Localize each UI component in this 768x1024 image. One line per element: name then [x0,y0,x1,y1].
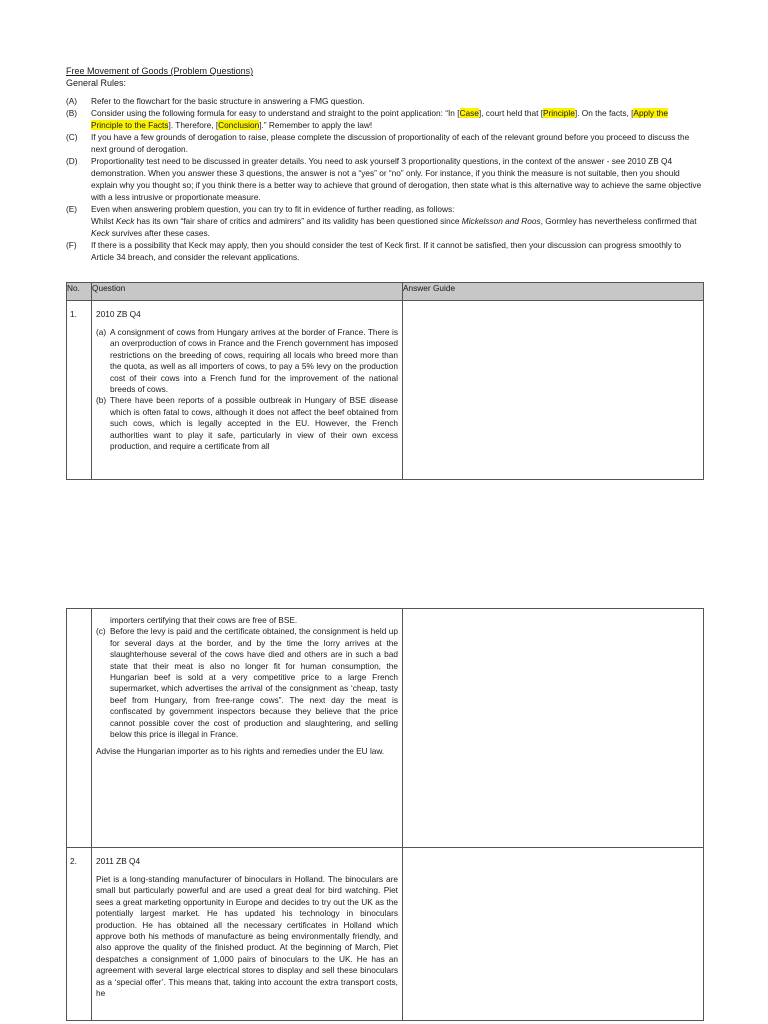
question-cell [92,609,403,848]
part-letter-spacer [96,615,110,626]
rule-text-part: ], court held that [ [478,108,543,118]
rule-text [91,107,702,131]
rule-letter: (F) [66,240,77,250]
question-cell [92,301,403,480]
answer-guide-cell[interactable] [403,301,704,480]
rule-e [66,203,702,239]
page-2 [0,608,768,1024]
rule-e-line-2 [91,215,702,239]
case-name: Keck [115,216,135,226]
rule-text-part: Consider using the following formula for easy to understand and straight to the point application: “In [ [91,108,460,118]
rule-text-part: Whilst [91,216,116,226]
part-letter: (b) [96,395,107,406]
rule-text-part: ]. On the facts, [ [574,108,634,118]
table-header-row [67,283,704,301]
question-part-b-continued [96,615,398,626]
rule-e-line-1: Even when answering problem question, you can try to fit in evidence of further reading, as follows: [91,204,455,214]
rule-a [66,95,702,107]
rule-text [91,203,702,239]
rule-letter: (C) [66,132,78,142]
rule-c [66,131,702,155]
rule-text-part: ]. Therefore, [ [168,120,219,130]
questions-table [66,282,704,480]
highlight-principle: Principle [543,108,575,118]
header-no: No. [67,283,92,301]
rule-f [66,239,702,263]
part-text: importers certifying that their cows are free of BSE. [110,615,298,625]
rule-letter: (E) [66,204,78,214]
header-answer-guide: Answer Guide [403,283,704,301]
table-row [67,609,704,848]
rule-text: If there is a possibility that Keck may apply, then you should consider the test of Keck first. If it cannot be satisfied, then your discussion can progress smoothly to Article 34 breach, and consider the relevant applications. [91,240,682,262]
question-content [96,853,398,1017]
question-advise: Advise the Hungarian importer as to his rights and remedies under the EU law. [96,746,385,757]
part-text: A consignment of cows from Hungary arrives at the border of France. There is an overproduction of cows in France and the French government has imposed restrictions on the breeding of cows, requiring all locals who breed more than the quota, as well as all importers of cows, to pay a 5% levy on the production cost of their cows into a French fund for the improvement of the national breeds of cows. [110,327,398,395]
question-text: Piet is a long-standing manufacturer of binoculars in Holland. The binoculars are small but particularly powerful and are used a great deal for bird watching. Piet sees a great marketing opportunity in Europe and decides to try out the UK as the potentially largest market. He has updated his technology in binoculars production. He has obtained all the necessary certificates in Holland which approve both his methods of manufacture as being environmentally friendly, and also approve the quality of the finished product. At the beginning of March, Piet despatches a consignment of 1,000 pairs of binoculars to the UK. He has an agreement with several large electrical stores to display and sell these binoculars as a ‘special offer’. This means that, taking into account the extra transport costs, he [96,874,398,999]
question-number-empty [67,609,92,848]
document-subtitle: General Rules: [66,78,127,88]
rule-text-part: ].” Remember to apply the law! [259,120,373,130]
answer-guide-cell[interactable] [403,609,704,848]
part-text: Before the levy is paid and the certificate obtained, the consignment is held up for several days at the border, and by the time the lorry arrives at the slaughterhouse several of the cows have died and others are in such a bad state that their meat is also no longer fit for human consumption, the Hungarian beef is sold at a very competitive price to a large French supermarket, which advertises the arrival of the consignment as ‘cheap, tasty beef from Hungary, from free-range cows”. The next day the meat is confiscated by government inspectors because they believe that the price cannot possible cover the cost of production and slaughtering, and selling below this price is illegal in France. [110,626,398,740]
question-content [96,615,398,847]
rule-text-part: has its own “fair share of critics and admirers” and its validity has been questioned since [134,216,462,226]
rule-d [66,155,702,203]
question-year: 2010 ZB Q4 [96,309,141,319]
question-part-b [96,395,398,452]
page-gap [0,490,768,608]
question-part-a [96,327,398,395]
question-number: 2. [67,848,92,1021]
rule-b [66,107,702,131]
question-number: 1. [67,301,92,480]
highlight-case: Case [459,108,479,118]
rule-letter: (D) [66,156,78,166]
document-title: Free Movement of Goods (Problem Questions) [66,66,254,76]
table-row [67,301,704,480]
part-letter: (a) [96,327,107,337]
case-name: Mickelsson and Roos [461,216,541,226]
answer-guide-cell[interactable] [403,848,704,1021]
part-text: There have been reports of a possible outbreak in Hungary of BSE disease which is often fatal to cows, although it does not affect the beef obtained from such cows, which is legally accepted in the EU. However, the French authorities want to play it safe, particularly in view of their own excess production, and require a certificate from all [110,395,398,452]
question-part-c [96,626,398,740]
question-year: 2011 ZB Q4 [96,856,141,866]
part-letter: (c) [96,626,106,637]
header-question: Question [92,283,403,301]
rule-text: Refer to the flowchart for the basic structure in answering a FMG question. [91,96,365,106]
question-content [96,306,398,476]
rule-letter: (A) [66,96,78,106]
question-cell [92,848,403,1021]
table-row [67,848,704,1021]
highlight-apply: Apply the Principle to the Facts [91,108,668,130]
rule-text: Proportionality test need to be discussed in greater details. You need to ask yourself 3 proportionality questions, in the context of the answer - see 2010 ZB Q4 demonstration. When you answer these 3 questions, the answer is not a “yes” or “no” only. For instance, if you think the measure is not suitable, then you should explain why you thought so; if you think there is a better way to achieve that ground of derogation, then state what is this alternative way to achieve the same objective with a less intrusive or proportionate measure. [91,156,702,202]
rule-letter: (B) [66,108,78,118]
rule-text-part: survives after these cases. [109,228,210,238]
questions-table-continued [66,608,704,1021]
case-name: Keck [91,228,110,238]
rule-text: If you have a few grounds of derogation to raise, please complete the discussion of proportionality of each of the relevant ground before you proceed to discuss the next ground of derogation. [91,132,690,154]
highlight-conclusion: Conclusion [218,120,260,130]
page-1 [0,0,768,490]
rule-text-part: , Gormley has nevertheless confirmed that [540,216,697,226]
general-rules-list [66,95,702,263]
